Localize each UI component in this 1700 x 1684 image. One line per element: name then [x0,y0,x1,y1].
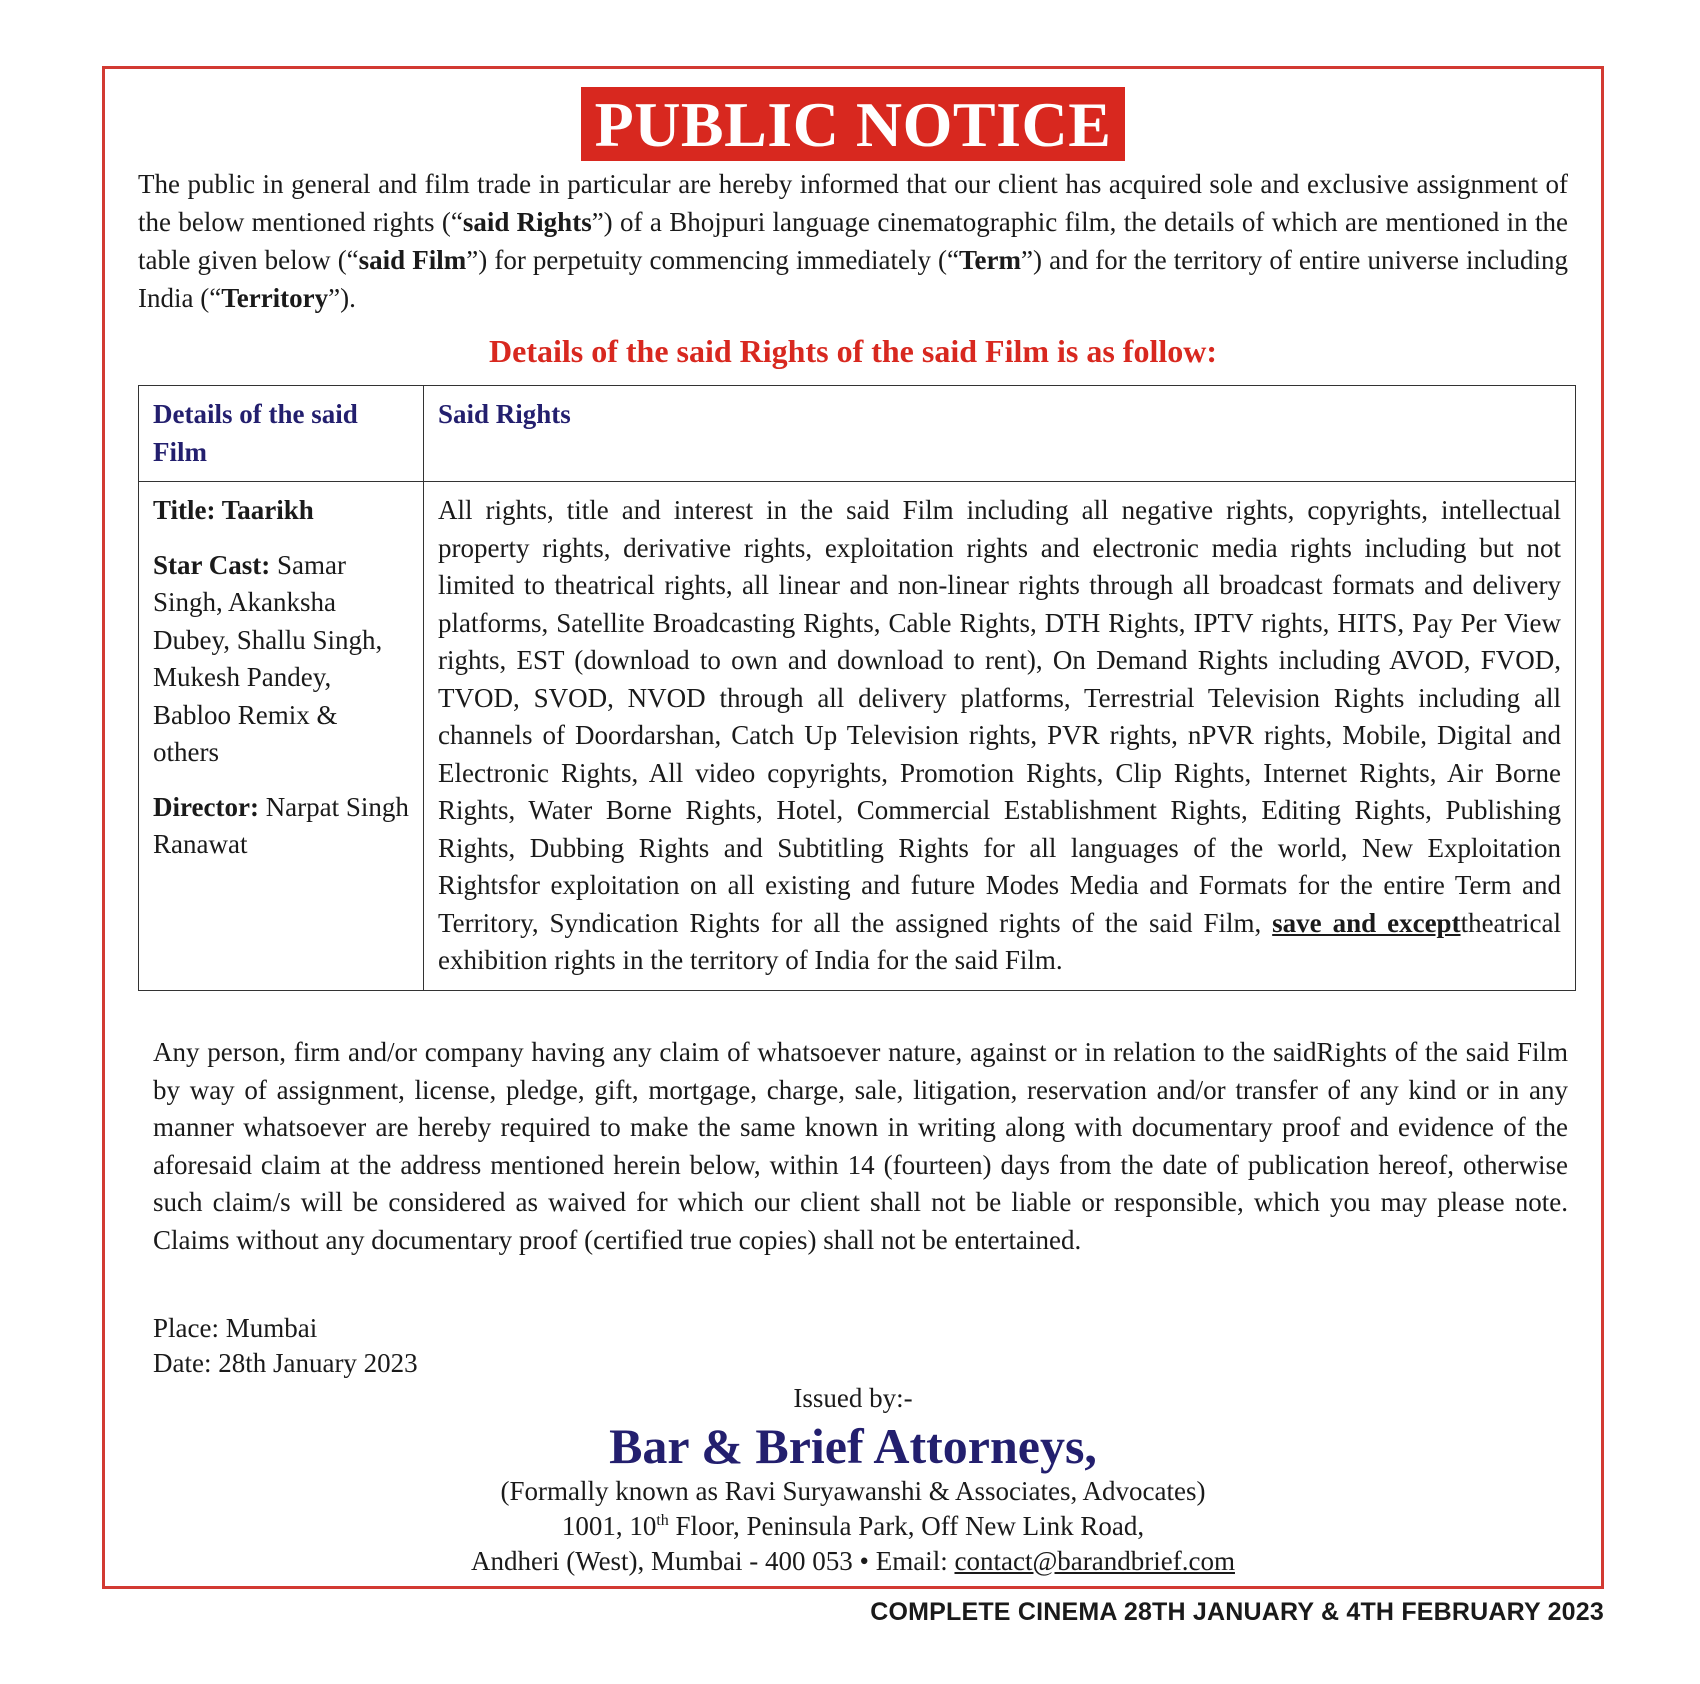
rights-text: All rights, title and interest in the said Film including all negative rights, copyrights, intellectual property rights, derivative rights, exploitation rights and electronic media rights including but not limited to theatrical rights, all linear and non-linear rights through all broadcast formats and delivery platforms, Satellite Broadcasting Rights, Cable Rights, DTH Rights, IPTV rights, HITS, Pay Per View rights, EST (download to own and download to rent), On Demand Rights including AVOD, FVOD, TVOD, SVOD, NVOD through all delivery platforms, Terrestrial Television Rights including all channels of Doordarshan, Catch Up Television rights, PVR rights, nPVR rights, Mobile, Digital and Electronic Rights, All video copyrights, Promotion Rights, Clip Rights, Internet Rights, Air Borne Rights, Water Borne Rights, Hotel, Commercial Establishment Rights, Editing Rights, Publishing Rights, Dubbing Rights and Subtitling Rights for all languages of the world, New Exploitation Rightsfor exploitation on all existing and future Modes Media and Formats for the entire Term and Territory, Syndication Rights for all the assigned rights of the said Film, [438,495,1561,938]
date: Date: 28th January 2023 [153,1348,418,1378]
table-row [139,482,1576,991]
address-2: Andheri (West), Mumbai - 400 053 • Email: [471,1546,955,1576]
address-line-1 [105,1509,1601,1544]
intro-paragraph [138,165,1568,317]
claim-paragraph: Any person, firm and/or company having any claim of whatsoever nature, against or in relation to the saidRights of the said Film by way of assignment, license, pledge, gift, mortgage, charge, sale, litigation, reservation and/or transfer of any kind or in any manner whatsoever are hereby required to make the same known in writing along with documentary proof and evidence of the aforesaid claim at the address mentioned herein below, within 14 (fourteen) days from the date of publication hereof, otherwise such claim/s will be considered as waived for which our client shall not be liable or responsible, which you may please note. Claims without any documentary proof (certified true copies) shall not be entertained. [153,1037,1568,1255]
director-value: Narpat Singh Ranawat [153,791,409,859]
film-details-cell [139,482,424,991]
issued-by: Issued by:- [793,1383,913,1413]
address-line-2 [105,1544,1601,1579]
place-date-block [153,1311,418,1381]
rights-table [138,385,1576,991]
notice-title: PUBLIC NOTICE [581,87,1126,161]
intro-bold-2: said Film [358,245,467,275]
intro-bold-1: said Rights [462,207,592,237]
intro-text-2: ”) of a Bhojpuri language cinematographic film, the details of which are mentioned in the table given below (“ [138,207,1568,275]
address-1b: Floor, Peninsula Park, Off New Link Road, [668,1511,1145,1541]
address-1sup: th [656,1512,669,1529]
email-link[interactable]: contact@barandbrief.com [954,1546,1235,1576]
rights-subheading: Details of the said Rights of the said Film is as follow: [489,333,1217,369]
star-cast [153,547,409,772]
intro-bold-4: Territory [221,283,329,313]
intro-text-4: ”) and for the territory of entire universe including India (“ [138,245,1569,313]
publication-footer: COMPLETE CINEMA 28TH JANUARY & 4TH FEBRUARY 2023 [870,1598,1604,1626]
star-cast-label: Star Cast: [153,549,271,580]
save-and-except: save and except [1272,907,1461,938]
director-label: Director: [153,791,259,822]
place: Place: Mumbai [153,1313,318,1343]
formerly-known: (Formally known as Ravi Suryawanshi & Associates, Advocates) [500,1476,1206,1506]
firm-address [105,1474,1601,1579]
intro-text-1: The public in general and film trade in particular are hereby informed that our client has acquired sole and exclusive assignment of the below mentioned rights (“ [138,169,1568,237]
rights-text-end: theatrical exhibition rights in the territory of India for the said Film. [438,907,1561,975]
film-title-text: Title: Taarikh [153,495,314,525]
intro-bold-3: Term [959,245,1022,275]
director [153,789,409,864]
intro-text-5: ”). [328,283,356,313]
address-1a: 1001, 10 [561,1511,657,1541]
star-cast-value: Samar Singh, Akanksha Dubey, Shallu Singh, Mukesh Pandey, Babloo Remix & others [153,549,383,767]
header-film-details: Details of the said Film [139,386,424,482]
table-header-row [139,386,1576,482]
title-wrap [105,87,1601,161]
film-title [153,492,409,530]
header-said-rights: Said Rights [424,386,1576,482]
intro-text-3: ”) for perpetuity commencing immediately (“ [466,245,960,275]
rights-description-cell [424,482,1576,991]
notice-frame [102,66,1604,1589]
firm-name: Bar & Brief Attorneys, [609,1418,1097,1474]
